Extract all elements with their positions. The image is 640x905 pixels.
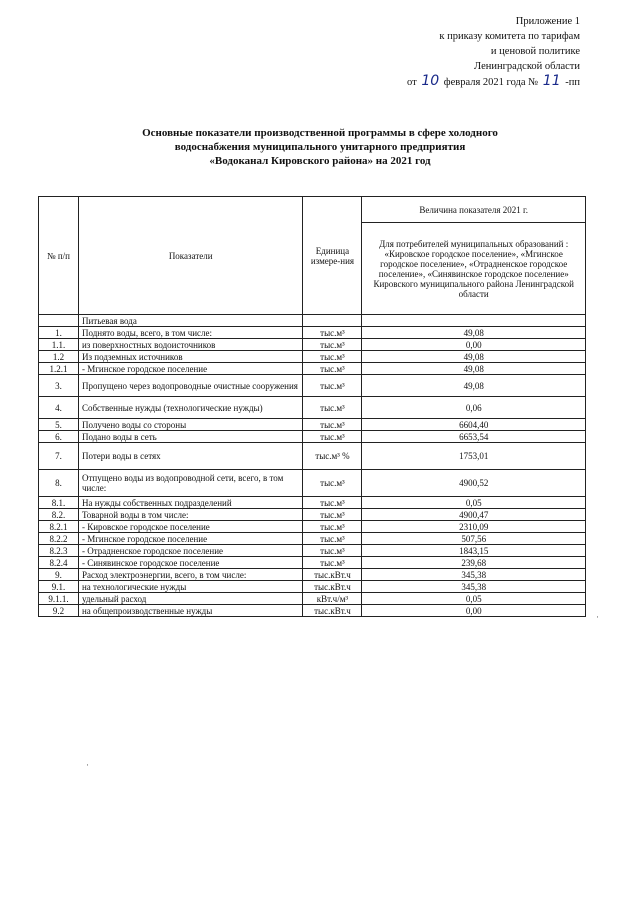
section-num-cell (39, 315, 79, 327)
row-num: 7. (39, 443, 79, 470)
row-num: 8.2.1 (39, 521, 79, 533)
table-row (39, 363, 586, 375)
row-indicator: Поднято воды, всего, в том числе: (78, 327, 303, 339)
table-row (39, 497, 586, 509)
table-row (39, 521, 586, 533)
row-unit: тыс.м³ (303, 339, 362, 351)
row-num: 1.2 (39, 351, 79, 363)
handwritten-number: 11 (542, 73, 561, 89)
table-row (39, 605, 586, 617)
header-num: № п/п (39, 197, 79, 315)
row-unit: тыс.м³ (303, 397, 362, 419)
row-unit: тыс.м³ (303, 545, 362, 557)
row-value: 0,05 (362, 593, 586, 605)
row-unit: тыс.м³ (303, 509, 362, 521)
row-indicator: на технологические нужды (78, 581, 303, 593)
table-row (39, 351, 586, 363)
row-unit: тыс.кВт.ч (303, 581, 362, 593)
row-value: 2310,09 (362, 521, 586, 533)
table-row (39, 581, 586, 593)
row-num: 1. (39, 327, 79, 339)
row-unit: тыс.м³ % (303, 443, 362, 470)
row-value: 0,00 (362, 339, 586, 351)
row-indicator: Получено воды со стороны (78, 419, 303, 431)
table-row (39, 593, 586, 605)
section-label: Питьевая вода (78, 315, 303, 327)
row-num: 1.2.1 (39, 363, 79, 375)
row-indicator: Отпущено воды из водопроводной сети, всего, в том числе: (78, 470, 303, 497)
row-num: 9.1.1. (39, 593, 79, 605)
row-indicator: Расход электроэнергии, всего, в том числе: (78, 569, 303, 581)
section-value-cell (362, 315, 586, 327)
row-num: 8.2.3 (39, 545, 79, 557)
row-num: 9.1. (39, 581, 79, 593)
row-indicator: - Кировское городское поселение (78, 521, 303, 533)
table-row (39, 533, 586, 545)
row-unit: тыс.м³ (303, 419, 362, 431)
row-num: 9. (39, 569, 79, 581)
table-row (39, 419, 586, 431)
row-value: 507,56 (362, 533, 586, 545)
row-value: 0,05 (362, 497, 586, 509)
row-unit: тыс.м³ (303, 363, 362, 375)
row-unit: тыс.м³ (303, 431, 362, 443)
date-prefix: от (407, 77, 417, 88)
row-indicator: Собственные нужды (технологические нужды) (78, 397, 303, 419)
date-middle: февраля 2021 года № (443, 77, 539, 88)
row-value: 345,38 (362, 581, 586, 593)
document-title (90, 126, 550, 168)
table-row (39, 443, 586, 470)
appendix-date-line (330, 74, 580, 90)
row-unit: тыс.кВт.ч (303, 605, 362, 617)
row-num: 4. (39, 397, 79, 419)
table-body (39, 327, 586, 617)
row-unit: тыс.м³ (303, 521, 362, 533)
row-value: 1753,01 (362, 443, 586, 470)
row-unit: тыс.м³ (303, 470, 362, 497)
row-num: 8.2.2 (39, 533, 79, 545)
row-indicator: - Отрадненское городское поселение (78, 545, 303, 557)
row-value: 0,06 (362, 397, 586, 419)
row-indicator: - Мгинское городское поселение (78, 533, 303, 545)
header-value-title: Величина показателя 2021 г. (362, 197, 586, 223)
row-num: 8. (39, 470, 79, 497)
row-unit: тыс.м³ (303, 327, 362, 339)
row-value: 4900,47 (362, 509, 586, 521)
row-value: 49,08 (362, 327, 586, 339)
title-line-1: Основные показатели производственной программы в сфере холодного (142, 127, 498, 139)
table-row (39, 557, 586, 569)
table-row (39, 545, 586, 557)
row-num: 8.1. (39, 497, 79, 509)
scan-speck: · (596, 612, 599, 622)
row-indicator: удельный расход (78, 593, 303, 605)
appendix-title: Приложение 1 (515, 16, 580, 27)
row-unit: тыс.м³ (303, 375, 362, 397)
header-indicator: Показатели (78, 197, 303, 315)
row-num: 5. (39, 419, 79, 431)
row-num: 8.2.4 (39, 557, 79, 569)
header-value-sub: Для потребителей муниципальных образований : «Кировское городское поселение», «Мгинское городское поселение», «Отрадненское городское поселение», «Синявинское городское поселение» Кировского муниципального района Ленинградской области (362, 223, 586, 315)
row-indicator: Товарной воды в том числе: (78, 509, 303, 521)
row-value: 49,08 (362, 375, 586, 397)
title-line-3: «Водоканал Кировского района» на 2021 год (209, 155, 431, 167)
row-num: 1.1. (39, 339, 79, 351)
table-row (39, 327, 586, 339)
row-indicator: Пропущено через водопроводные очистные сооружения (78, 375, 303, 397)
row-indicator: На нужды собственных подразделений (78, 497, 303, 509)
row-unit: тыс.кВт.ч (303, 569, 362, 581)
row-value: 345,38 (362, 569, 586, 581)
row-value: 6653,54 (362, 431, 586, 443)
row-indicator: Из подземных источников (78, 351, 303, 363)
row-indicator: из поверхностных водоисточников (78, 339, 303, 351)
date-suffix: -пп (565, 77, 580, 88)
handwritten-day: 10 (421, 73, 440, 89)
row-value: 1843,15 (362, 545, 586, 557)
row-num: 8.2. (39, 509, 79, 521)
row-indicator: - Синявинское городское поселение (78, 557, 303, 569)
row-value: 49,08 (362, 351, 586, 363)
table-row (39, 569, 586, 581)
title-line-2: водоснабжения муниципального унитарного предприятия (174, 141, 466, 153)
row-unit: кВт.ч/м³ (303, 593, 362, 605)
row-unit: тыс.м³ (303, 533, 362, 545)
table-row (39, 470, 586, 497)
row-value: 239,68 (362, 557, 586, 569)
row-value: 0,00 (362, 605, 586, 617)
table-row (39, 339, 586, 351)
table-row (39, 509, 586, 521)
row-value: 6604,40 (362, 419, 586, 431)
row-indicator: Потери воды в сетях (78, 443, 303, 470)
scan-speck: · (86, 760, 89, 770)
row-unit: тыс.м³ (303, 497, 362, 509)
table-row (39, 397, 586, 419)
row-unit: тыс.м³ (303, 351, 362, 363)
header-unit: Единица измере-ния (303, 197, 362, 315)
appendix-committee: и ценовой политике (490, 46, 580, 57)
table-row (39, 375, 586, 397)
row-value: 4900,52 (362, 470, 586, 497)
row-indicator: Подано воды в сеть (78, 431, 303, 443)
row-unit: тыс.м³ (303, 557, 362, 569)
appendix-region: Ленинградской области (474, 61, 580, 72)
row-num: 6. (39, 431, 79, 443)
appendix-block (330, 14, 580, 90)
row-indicator: на общепроизводственные нужды (78, 605, 303, 617)
appendix-order: к приказу комитета по тарифам (439, 31, 580, 42)
indicators-table (38, 196, 586, 617)
row-value: 49,08 (362, 363, 586, 375)
row-indicator: - Мгинское городское поселение (78, 363, 303, 375)
table-row (39, 431, 586, 443)
section-unit-cell (303, 315, 362, 327)
row-num: 3. (39, 375, 79, 397)
row-num: 9.2 (39, 605, 79, 617)
